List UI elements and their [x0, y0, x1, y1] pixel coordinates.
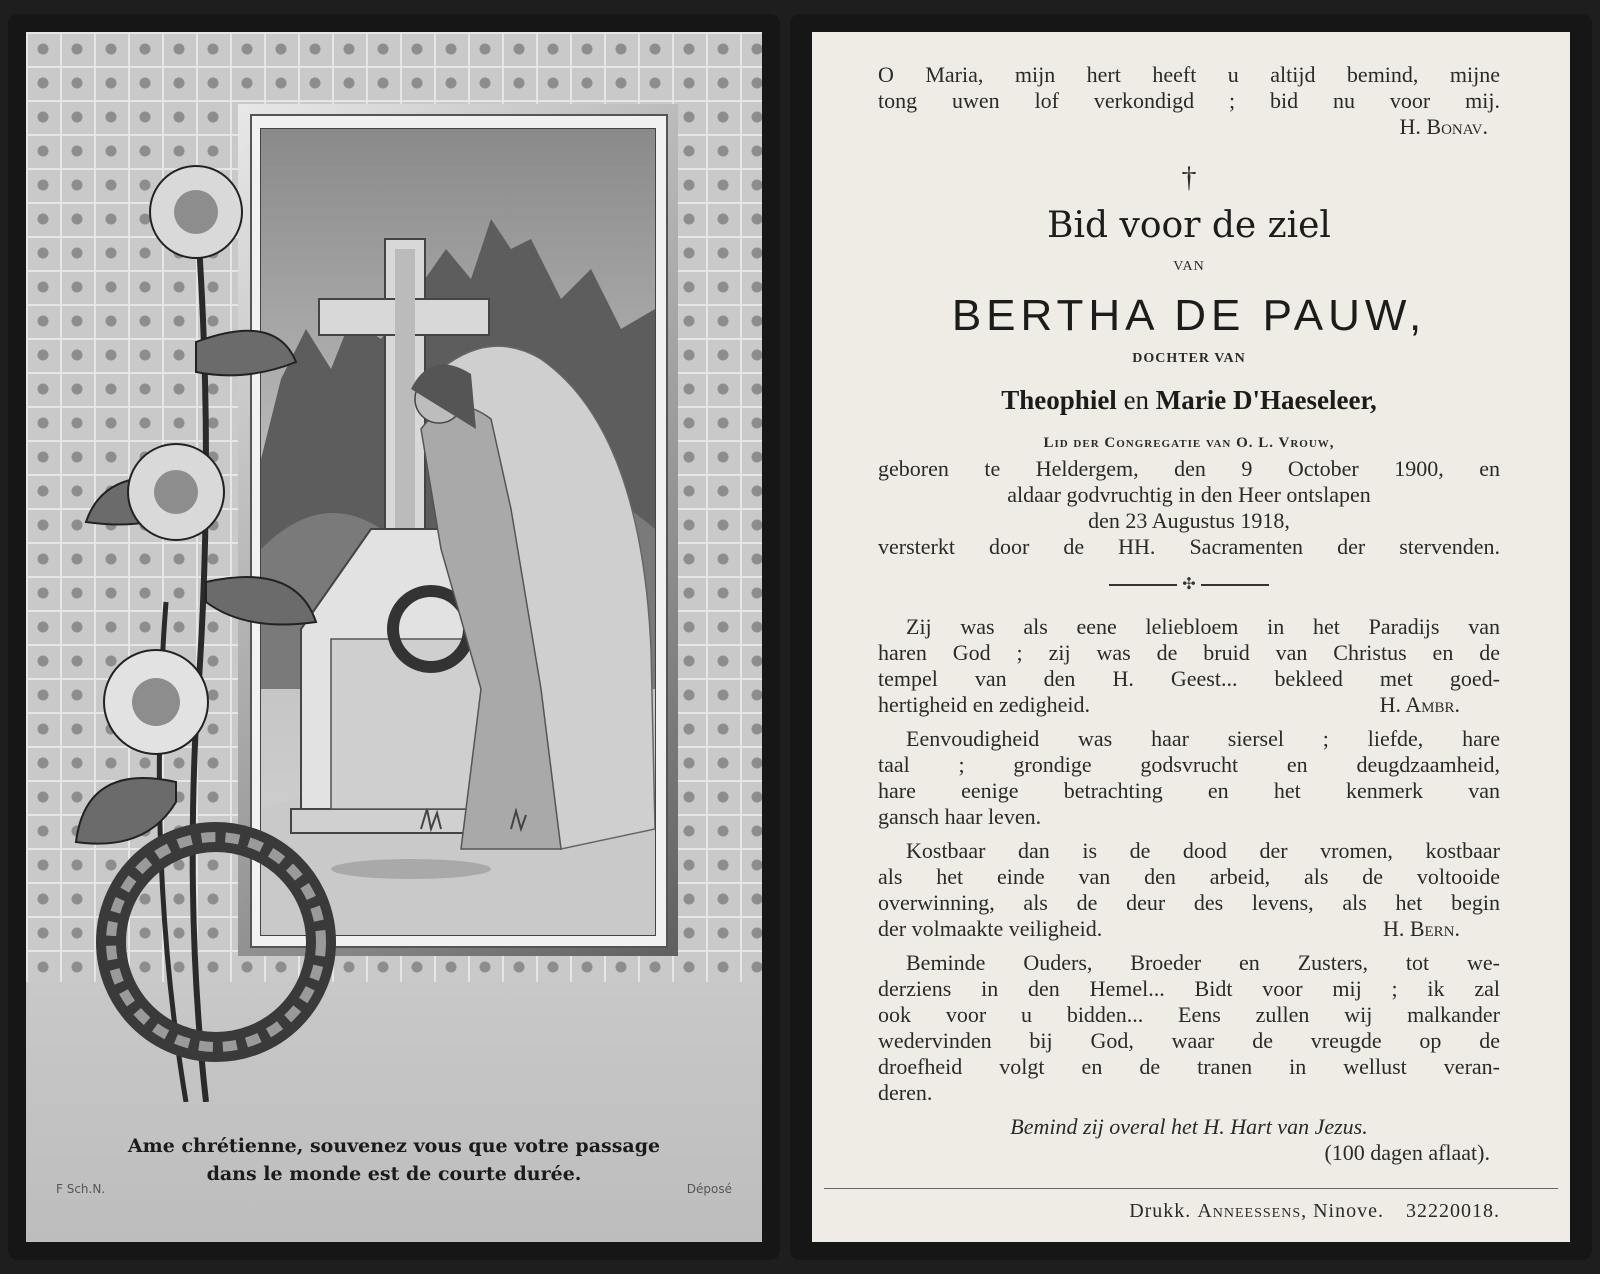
- paragraph-line: taal ; grondige godsvrucht en deugdzaamheid,: [878, 752, 1500, 777]
- indulgence-note: (100 dagen aflaat).: [1324, 1140, 1490, 1165]
- printer-code: 32220018.: [1406, 1200, 1500, 1222]
- prayer-line: O Maria, mijn hert heeft u altijd bemind, mijne: [878, 62, 1500, 87]
- deposit-mark: Déposé: [686, 1182, 732, 1196]
- prayer-author: H. Bonav.: [1399, 114, 1488, 139]
- parents-names: [878, 382, 1500, 418]
- paragraph-line: droefheid volgt en de tranen in wellust veran-: [878, 1054, 1500, 1079]
- paragraph-line: haren God ; zij was de bruid van Christus en de: [878, 640, 1500, 665]
- bio-line: den 23 Augustus 1918,: [1088, 508, 1290, 533]
- publisher-mark: F Sch.N.: [56, 1182, 106, 1196]
- paragraph-line: hare eenige betrachting en het kenmerk van: [878, 778, 1500, 803]
- paragraph-line: tempel van den H. Geest... bekleed met goed-: [878, 666, 1500, 691]
- paragraph-line: Zij was als eene leliebloem in het Paradijs van: [906, 614, 1500, 639]
- bio-line: aldaar godvruchtig in den Heer ontslapen: [1007, 482, 1371, 507]
- cross-icon: †: [1181, 161, 1197, 194]
- memorial-card-text: [790, 14, 1592, 1260]
- paragraph-ambrosius: [878, 614, 1500, 718]
- bio-line: versterkt door de HH. Sacramenten der stervenden.: [878, 534, 1500, 559]
- paragraph-bernardus: [878, 838, 1500, 942]
- deceased-name: BERTHA DE PAUW,: [951, 291, 1427, 340]
- paragraph-line: als het einde van den arbeid, als de voltooide: [878, 864, 1500, 889]
- paragraph-line: ook voor u bidden... Eens zullen wij malkander: [878, 1002, 1500, 1027]
- chrysanthemum-wreath-illustration: [46, 162, 376, 1102]
- closing-invocation: Bemind zij overal het H. Hart van Jezus.: [1010, 1114, 1368, 1139]
- quote-author: H. Bern.: [1382, 916, 1460, 941]
- paragraph-line: gansch haar leven.: [878, 804, 1042, 829]
- devotional-image-panel: [26, 32, 762, 1242]
- paragraph-simplicity: [878, 726, 1500, 830]
- printer-name: Anneessens,: [1197, 1200, 1308, 1222]
- paragraph-line: wedervinden bij God, waar de vreugde op de: [878, 1028, 1500, 1053]
- paragraph-line: derziens in den Hemel... Bidt voor mij ; ik zal: [878, 976, 1500, 1001]
- paragraph-last-line: [878, 916, 1500, 942]
- en-conjunction: en: [1123, 385, 1150, 415]
- memorial-text-column: [878, 62, 1500, 1166]
- text-panel: [812, 32, 1570, 1242]
- paragraph-line: hertigheid en zedigheid.: [878, 692, 1090, 717]
- van-label: VAN: [1173, 259, 1205, 274]
- ornament-icon: ✣: [1182, 576, 1196, 593]
- paragraph-line: Kostbaar dan is de dood der vromen, kostbaar: [906, 838, 1500, 863]
- paragraph-line: Beminde Ouders, Broeder en Zusters, tot we-: [906, 950, 1500, 975]
- caption-line: Ame chrétienne, souvenez vous que votre passage: [127, 1135, 661, 1157]
- paragraph-line: deren.: [878, 1080, 933, 1105]
- paragraph-farewell: [878, 950, 1500, 1106]
- printer-imprint: [878, 1200, 1500, 1223]
- printer-label: Drukk.: [1129, 1200, 1192, 1222]
- paragraph-last-line: [878, 692, 1500, 718]
- paragraph-line: overwinning, als de deur des levens, als het begin: [878, 890, 1500, 915]
- footer-rule: [824, 1188, 1558, 1189]
- memorial-card-front: [8, 14, 780, 1260]
- ornamental-divider: [1109, 578, 1269, 592]
- bid-heading: Bid voor de ziel: [1047, 205, 1331, 246]
- father-name: Theophiel: [1001, 385, 1117, 415]
- printer-city: Ninove.: [1313, 1200, 1384, 1222]
- french-caption: [26, 1132, 762, 1188]
- congregation-membership: Lid der Congregatie van O. L. Vrouw,: [1043, 435, 1335, 451]
- bio-line: geboren te Heldergem, den 9 October 1900, en: [878, 456, 1500, 481]
- mother-name: Marie D'Haeseleer,: [1155, 385, 1377, 415]
- dochter-van-label: DOCHTER VAN: [1132, 351, 1246, 366]
- caption-line: dans le monde est de courte durée.: [206, 1163, 582, 1185]
- paragraph-line: der volmaakte veiligheid.: [878, 916, 1103, 941]
- quote-author: H. Ambr.: [1379, 692, 1460, 717]
- prayer-line: tong uwen lof verkondigd ; bid nu voor mij.: [878, 88, 1500, 113]
- paragraph-line: Eenvoudigheid was haar siersel ; liefde, hare: [906, 726, 1500, 751]
